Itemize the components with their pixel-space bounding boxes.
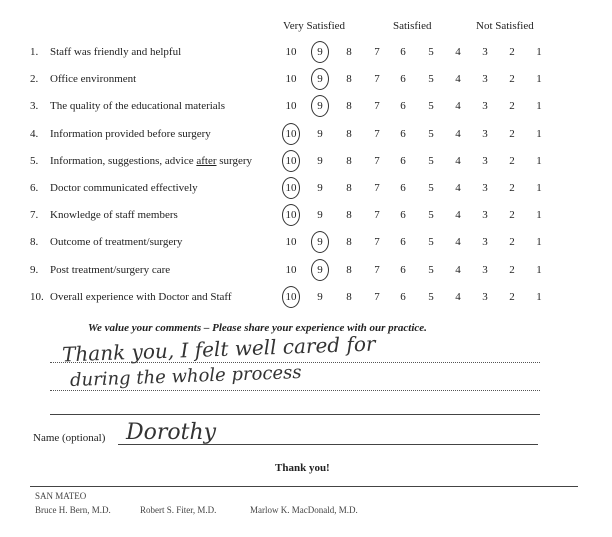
rating-2[interactable]: 2 — [509, 209, 515, 222]
rating-1[interactable]: 1 — [536, 46, 542, 58]
rating-3[interactable]: 3 — [482, 290, 488, 303]
question-number: 5. — [30, 154, 39, 167]
rating-6[interactable]: 6 — [400, 73, 406, 86]
rating-2[interactable]: 2 — [509, 182, 515, 194]
rating-2[interactable]: 2 — [509, 154, 515, 167]
rating-10[interactable]: 10 — [285, 154, 297, 167]
circled-rating-mark — [311, 259, 329, 281]
question-number: 1. — [30, 46, 39, 58]
rating-1[interactable]: 1 — [536, 236, 542, 249]
question-number: 10. — [30, 290, 44, 303]
rating-5[interactable]: 5 — [428, 182, 434, 194]
rating-4[interactable]: 4 — [455, 182, 461, 194]
question-number: 4. — [30, 127, 39, 140]
header-very-satisfied: Very Satisfied — [283, 20, 346, 32]
rating-7[interactable]: 7 — [374, 100, 380, 113]
rating-5[interactable]: 5 — [428, 100, 434, 113]
rating-5[interactable]: 5 — [428, 46, 434, 58]
question-text: Overall experience with Doctor and Staff — [50, 290, 232, 303]
rating-6[interactable]: 6 — [400, 154, 406, 167]
rating-5[interactable]: 5 — [428, 73, 434, 86]
rating-1[interactable]: 1 — [536, 154, 542, 167]
question-2 — [30, 73, 136, 85]
circled-rating-mark — [282, 204, 300, 226]
question-3 — [30, 100, 225, 112]
question-text: Doctor communicated effectively — [50, 182, 198, 194]
rating-9[interactable]: 9 — [317, 182, 323, 194]
question-number: 9. — [30, 263, 39, 276]
rating-9[interactable]: 9 — [317, 100, 323, 113]
thank-you: Thank you! — [275, 462, 330, 474]
rating-8[interactable]: 8 — [346, 73, 352, 86]
rating-10[interactable]: 10 — [285, 73, 297, 86]
question-text: Information, suggestions, advice — [50, 154, 197, 167]
question-6 — [30, 182, 198, 194]
rating-9[interactable]: 9 — [317, 127, 323, 140]
rating-5[interactable]: 5 — [428, 290, 434, 303]
question-text: surgery — [216, 154, 253, 167]
rating-9[interactable]: 9 — [317, 209, 323, 222]
rating-3[interactable]: 3 — [482, 46, 488, 58]
rating-10[interactable]: 10 — [285, 236, 297, 249]
question-5 — [30, 155, 252, 167]
header-not-satisfied: Not Satisfied — [476, 20, 534, 32]
rating-5[interactable]: 5 — [428, 236, 434, 249]
footer-doctor-3: Marlow K. MacDonald, M.D. — [250, 505, 358, 515]
handwritten-comment-2: during the whole process — [69, 361, 302, 392]
rating-2[interactable]: 2 — [509, 100, 515, 113]
question-8 — [30, 236, 182, 248]
rating-10[interactable]: 10 — [285, 209, 297, 222]
question-number: 2. — [30, 73, 39, 86]
rating-4[interactable]: 4 — [455, 73, 461, 86]
footer-doctor-2: Robert S. Fiter, M.D. — [140, 505, 217, 515]
rating-8[interactable]: 8 — [346, 154, 352, 167]
question-number: 7. — [30, 209, 39, 222]
circled-rating-mark — [282, 177, 300, 199]
comment-line-3 — [50, 414, 540, 415]
rating-8[interactable]: 8 — [346, 209, 352, 222]
rating-1[interactable]: 1 — [536, 127, 542, 140]
rating-4[interactable]: 4 — [455, 100, 461, 113]
rating-8[interactable]: 8 — [346, 263, 352, 276]
rating-8[interactable]: 8 — [346, 100, 352, 113]
question-number: 3. — [30, 100, 39, 113]
rating-9[interactable]: 9 — [317, 73, 323, 86]
rating-9[interactable]: 9 — [317, 263, 323, 276]
rating-6[interactable]: 6 — [400, 46, 406, 58]
rating-4[interactable]: 4 — [455, 209, 461, 222]
rating-10[interactable]: 10 — [285, 46, 297, 58]
question-text: The quality of the educational materials — [50, 100, 226, 113]
rating-7[interactable]: 7 — [374, 46, 380, 58]
rating-7[interactable]: 7 — [374, 263, 380, 276]
question-text: Post treatment/surgery care — [50, 263, 171, 276]
question-10 — [30, 291, 232, 303]
question-text: Staff was friendly and helpful — [50, 46, 182, 58]
rating-3[interactable]: 3 — [482, 73, 488, 86]
rating-1[interactable]: 1 — [536, 182, 542, 194]
rating-3[interactable]: 3 — [482, 182, 488, 194]
question-text: Office environment — [50, 73, 137, 86]
circled-rating-mark — [282, 286, 300, 308]
circled-rating-mark — [311, 41, 329, 63]
rating-7[interactable]: 7 — [374, 73, 380, 86]
handwritten-comment-1: Thank you, I felt well cared for — [61, 331, 376, 367]
question-1 — [30, 46, 181, 58]
rating-8[interactable]: 8 — [346, 127, 352, 140]
rating-7[interactable]: 7 — [374, 209, 380, 222]
rating-4[interactable]: 4 — [455, 263, 461, 276]
rating-1[interactable]: 1 — [536, 209, 542, 222]
rating-4[interactable]: 4 — [455, 127, 461, 140]
rating-8[interactable]: 8 — [346, 236, 352, 249]
rating-5[interactable]: 5 — [428, 263, 434, 276]
footer-doctor-1: Bruce H. Bern, M.D. — [35, 505, 111, 515]
rating-8[interactable]: 8 — [346, 290, 352, 303]
rating-10[interactable]: 10 — [285, 127, 297, 140]
question-text: Knowledge of staff members — [50, 209, 178, 222]
rating-3[interactable]: 3 — [482, 263, 488, 276]
rating-7[interactable]: 7 — [374, 127, 380, 140]
circled-rating-mark — [311, 68, 329, 90]
rating-6[interactable]: 6 — [400, 290, 406, 303]
question-9 — [30, 264, 170, 276]
rating-9[interactable]: 9 — [317, 46, 323, 58]
rating-7[interactable]: 7 — [374, 182, 380, 194]
rating-7[interactable]: 7 — [374, 154, 380, 167]
question-4 — [30, 128, 211, 140]
rating-1[interactable]: 1 — [536, 290, 542, 303]
circled-rating-mark — [282, 123, 300, 145]
rating-5[interactable]: 5 — [428, 209, 434, 222]
rating-2[interactable]: 2 — [509, 127, 515, 140]
rating-1[interactable]: 1 — [536, 100, 542, 113]
rating-3[interactable]: 3 — [482, 154, 488, 167]
rating-8[interactable]: 8 — [346, 182, 352, 194]
rating-3[interactable]: 3 — [482, 127, 488, 140]
rating-4[interactable]: 4 — [455, 236, 461, 249]
rating-2[interactable]: 2 — [509, 236, 515, 249]
rating-5[interactable]: 5 — [428, 154, 434, 167]
footer-rule — [30, 486, 578, 487]
rating-3[interactable]: 3 — [482, 236, 488, 249]
rating-1[interactable]: 1 — [536, 263, 542, 276]
rating-7[interactable]: 7 — [374, 236, 380, 249]
circled-rating-mark — [311, 231, 329, 253]
header-satisfied: Satisfied — [393, 20, 432, 32]
rating-2[interactable]: 2 — [509, 263, 515, 276]
rating-10[interactable]: 10 — [285, 100, 297, 113]
question-7 — [30, 209, 178, 221]
question-number: 6. — [30, 182, 39, 194]
circled-rating-mark — [311, 95, 329, 117]
question-number: 8. — [30, 236, 39, 249]
question-text-underlined: after — [196, 154, 217, 167]
name-label: Name (optional) — [33, 432, 106, 444]
rating-8[interactable]: 8 — [346, 46, 352, 58]
rating-9[interactable]: 9 — [317, 154, 323, 167]
rating-2[interactable]: 2 — [509, 46, 515, 58]
rating-7[interactable]: 7 — [374, 290, 380, 303]
rating-2[interactable]: 2 — [509, 73, 515, 86]
rating-3[interactable]: 3 — [482, 100, 488, 113]
rating-9[interactable]: 9 — [317, 236, 323, 249]
rating-3[interactable]: 3 — [482, 209, 488, 222]
rating-6[interactable]: 6 — [400, 100, 406, 113]
rating-5[interactable]: 5 — [428, 127, 434, 140]
rating-4[interactable]: 4 — [455, 154, 461, 167]
circled-rating-mark — [282, 150, 300, 172]
rating-6[interactable]: 6 — [400, 182, 406, 194]
rating-4[interactable]: 4 — [455, 46, 461, 58]
question-text: Information provided before surgery — [50, 127, 211, 140]
rating-1[interactable]: 1 — [536, 73, 542, 86]
question-text: Outcome of treatment/surgery — [50, 236, 183, 249]
rating-10[interactable]: 10 — [285, 290, 297, 303]
rating-6[interactable]: 6 — [400, 263, 406, 276]
rating-10[interactable]: 10 — [285, 263, 297, 276]
rating-6[interactable]: 6 — [400, 236, 406, 249]
rating-6[interactable]: 6 — [400, 127, 406, 140]
comments-prompt: We value your comments – Please share your experience with our practice. — [88, 322, 427, 334]
rating-10[interactable]: 10 — [285, 182, 297, 194]
rating-6[interactable]: 6 — [400, 209, 406, 222]
comment-line-2 — [50, 390, 540, 391]
handwritten-name: Dorothy — [126, 420, 217, 445]
rating-2[interactable]: 2 — [509, 290, 515, 303]
footer-location: SAN MATEO — [35, 491, 87, 501]
rating-4[interactable]: 4 — [455, 290, 461, 303]
rating-9[interactable]: 9 — [317, 290, 323, 303]
